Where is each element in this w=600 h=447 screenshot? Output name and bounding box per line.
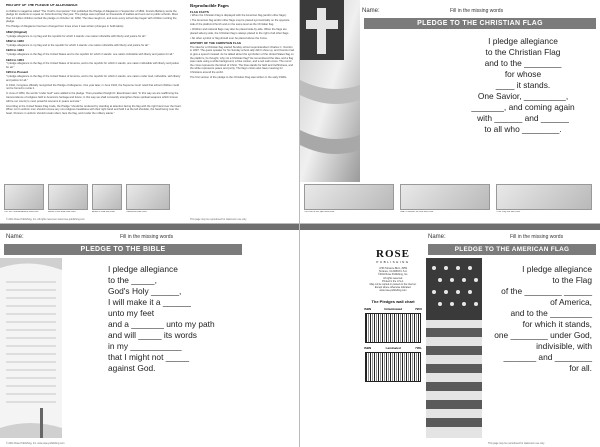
publisher-logo: ROSE bbox=[376, 248, 410, 260]
version-label: 1924 to 1954 bbox=[6, 57, 24, 62]
history-paragraph: In June of 1954, the words "under God" were added to the pledge. Then-president Dwight D. Eisenhower said, "In this way we are reaffirming the transcendence of religious faith in America's heritage and future; in this way we shall constantly strengthen those spiritual weapons which forever will be our country's most powerful resource in peace and war." bbox=[6, 92, 179, 103]
fill-instruction: Fill in the missing words bbox=[450, 8, 504, 14]
worksheet-title: PLEDGE TO THE CHRISTIAN FLAG bbox=[364, 18, 596, 29]
name-label: Name: bbox=[6, 234, 24, 240]
product-strip bbox=[4, 184, 296, 218]
pledge-line: and will _____ its words bbox=[108, 330, 197, 340]
pledge-note: The first version of the pledge to the Christian Flag was written in the early 1900s. bbox=[190, 76, 288, 80]
flag-facts-title: FLAG FACTS bbox=[190, 9, 209, 14]
product-thumbnail bbox=[48, 184, 88, 210]
address-line: Printed in the U.S.A. bbox=[382, 279, 404, 283]
pledge-line: of America, bbox=[550, 297, 592, 307]
product-caption: I Can Pray For wall chart bbox=[496, 211, 521, 213]
product-thumbnail bbox=[92, 184, 122, 210]
history-column bbox=[6, 4, 182, 182]
product-thumbnail bbox=[4, 184, 44, 210]
worksheet-title: PLEDGE TO THE AMERICAN FLAG bbox=[428, 244, 596, 255]
christian-flag-history-title: HISTORY OF THE CHRISTIAN FLAG bbox=[190, 41, 242, 46]
open-bible-icon bbox=[0, 258, 62, 438]
version-text: "I pledge allegiance to the flag of the United States of America, and to the republic for which it stands, one nation indivisible with liberty and justice for all." bbox=[6, 62, 180, 69]
isbn-row bbox=[362, 346, 424, 350]
history-intro: A children's magazine called "The Youth's Companion" first published the Pledge of Allegiance in September of 1892. Francis Bellamy wrote the pledge for students to repeat on Columbus Day that year. The pledge was reprinted on thousands of leaflets and sent out to public schools. More than 12 million children recited the pledge on October 12, 1892. The idea caught on, and soon every school day began with children reciting the pledge. bbox=[6, 9, 179, 24]
christian-flag-photo bbox=[300, 0, 360, 182]
product-caption: The Fruit of the Spirit wall chart bbox=[304, 211, 335, 213]
product-card bbox=[496, 184, 592, 213]
product-caption: The Ten Commandments wall chart bbox=[4, 211, 39, 213]
pledge-line: and a _______ unto my path bbox=[108, 319, 215, 329]
product-caption: Armor of God wall chart bbox=[92, 211, 115, 213]
american-footer: This page may be reproduced for classroom use only. bbox=[488, 442, 545, 445]
christian-flag-history-text: The idea for a Christian flag started Sunday school superintendent Charles C. Overton in 1897. The guest speaker for his Sunday school rally didn't show up, and Overton had to give a speech instead. As he talked about the symbolism of the United States flag on the platform, he thought, why not a Christian flag? He remembered the idea, and a flag was made using a white background, a blue canton, and a red Latin cross. The red of the cross represents the blood of Christ. The blue stands for faith and truthfulness, and the white represents peace and purity. The flag's colors also have meaning for Christians around the world. bbox=[190, 45, 294, 74]
version-label: 1892 (Original) bbox=[6, 30, 27, 35]
product-card bbox=[126, 184, 170, 213]
fill-instruction: Fill in the missing words bbox=[510, 234, 564, 240]
bible-photo bbox=[0, 258, 62, 438]
fact-item: • Children and national flags may also be placed side-by-side. When the flags are placed side-by-side, the Christian flag is always placed to the right of all other flags. bbox=[190, 27, 290, 35]
barcode bbox=[365, 313, 421, 343]
pledge-line: and to the _________ bbox=[510, 308, 592, 318]
version-text: "I pledge allegiance to my flag and to the republic for which it stands: one nation indivisible with liberty and justice for all." bbox=[6, 43, 150, 47]
page-divider bbox=[300, 224, 600, 230]
history-page bbox=[0, 0, 300, 224]
christian-flag-page bbox=[300, 0, 600, 224]
american-flag-icon bbox=[426, 258, 482, 438]
repro-footer: This page may be reproduced for classroom use only. bbox=[190, 218, 247, 221]
product-caption: Books of the Bible wall chart bbox=[48, 211, 76, 213]
page-divider bbox=[0, 224, 300, 230]
isbn-code: 795X bbox=[414, 306, 422, 311]
product-card bbox=[92, 184, 122, 213]
version-text: "I pledge allegiance to the flag of the United States and to the republic for which it stands: one nation indivisible with liberty and justice for all." bbox=[6, 53, 174, 57]
product-thumbnail bbox=[496, 184, 592, 210]
product-thumbnail bbox=[400, 184, 490, 210]
repro-title: Reproducible Pages bbox=[190, 4, 229, 8]
pledge-line: God's Holy ______, bbox=[108, 286, 182, 296]
isbn-type: Unlaminated bbox=[384, 306, 403, 311]
pledge-line: I pledge allegiance bbox=[522, 264, 592, 274]
pledge-line: against God. bbox=[108, 363, 156, 373]
version-text: "I pledge allegiance to the flag of the United States of America, and to the republic for which it stands, one nation under God, indivisible, with liberty and justice for all." bbox=[6, 75, 181, 82]
version-label: 1892 to 1923 bbox=[6, 39, 24, 44]
version-label: 1923 to 1924 bbox=[6, 48, 24, 53]
product-card bbox=[48, 184, 88, 213]
repro-column bbox=[190, 4, 294, 182]
address-line: Except where otherwise indicated. bbox=[374, 286, 412, 290]
barcode bbox=[365, 352, 421, 382]
product-caption: God's Promises for Kids wall chart bbox=[400, 211, 434, 213]
bible-footer: © 2011 Rose Publishing, Inc. www.rose-publishing.com bbox=[6, 442, 65, 445]
pledge-line: in my ___________ bbox=[108, 341, 182, 351]
worksheet-title: PLEDGE TO THE BIBLE bbox=[4, 244, 242, 255]
pledge-text bbox=[486, 264, 598, 374]
product-strip bbox=[304, 184, 596, 218]
pledge-line: indivisible, with bbox=[536, 341, 592, 351]
pledge-line: I will make it a ______ bbox=[108, 297, 191, 307]
product-thumbnail bbox=[126, 184, 170, 210]
pledge-line: for which it stands, bbox=[522, 319, 592, 329]
fact-item: • No other symbol or flag should ever be placed above the Cross. bbox=[190, 36, 268, 40]
pledge-line: with ______ and ______ bbox=[477, 113, 569, 123]
pledge-line: I pledge allegiance bbox=[488, 36, 558, 46]
history-paragraph: According to the United States Flag Code, the Pledge "should be rendered by standing at attention facing the flag with the right hand over the heart. When not in uniform men should remove any non-religious headdress with their right hand and hold it at the left shoulder, the hand being over the heart. Persons in uniform should remain silent, face the flag, and render the military salute." bbox=[6, 104, 182, 115]
pledge-line: for all. bbox=[569, 363, 592, 373]
address-line: All rights reserved. bbox=[383, 276, 403, 280]
version-label: 1954 to Present bbox=[6, 70, 29, 75]
product-card bbox=[304, 184, 394, 213]
product-caption: Tabernacle wall chart bbox=[126, 211, 147, 213]
pledge-line: _______ and ________ bbox=[503, 352, 592, 362]
product-card bbox=[4, 184, 44, 213]
product-thumbnail bbox=[304, 184, 394, 210]
name-label: Name: bbox=[428, 234, 446, 240]
pledge-line: one ________ under God, bbox=[494, 330, 592, 340]
isbn-row bbox=[362, 307, 424, 311]
pledge-line: I pledge allegiance bbox=[108, 264, 178, 274]
history-footer: © 2011 Rose Publishing, Inc. All rights reserved. www.rose-publishing.com bbox=[6, 218, 85, 221]
bible-page bbox=[0, 224, 300, 447]
history-title: HISTORY OF THE PLEDGE OF ALLEGIANCE bbox=[6, 4, 78, 7]
pledge-line: unto my feet bbox=[108, 308, 155, 318]
fill-instruction: Fill in the missing words bbox=[120, 234, 174, 240]
pledge-text bbox=[68, 264, 254, 374]
history-paragraph: In 1942, Congress officially recognized the Pledge of Allegiance. One year later, in June 1943, the Supreme Court ruled that school children could not be forced to recite it. bbox=[6, 83, 179, 91]
pledge-line: ____ it stands. bbox=[495, 80, 551, 90]
fact-item: • The American flag and/or other flags may be placed symmetrically on the opposite side of the platform/church and on the same level as the Christian flag. bbox=[190, 19, 290, 26]
pledge-line: _______, and coming again bbox=[471, 102, 575, 112]
american-flag-photo bbox=[426, 258, 482, 438]
pledge-line: that I might not _____ bbox=[108, 352, 190, 362]
pledge-line: to the _____, bbox=[108, 275, 157, 285]
address-line: May not be copied or posted on the internet. bbox=[369, 283, 417, 287]
pledge-line: One Savior, _________, bbox=[477, 91, 569, 101]
isbn-label: ISBN bbox=[364, 345, 372, 350]
pledge-line: for whose bbox=[504, 69, 542, 79]
publisher-info bbox=[362, 248, 424, 438]
pledge-line: to the Flag bbox=[552, 275, 592, 285]
american-flag-page bbox=[300, 224, 600, 447]
address-line: www.rose-publishing.com bbox=[379, 289, 407, 293]
address-line: ©2011 Rose Publishing, Inc. bbox=[377, 273, 409, 277]
publisher-logo-sub: PUBLISHING bbox=[376, 260, 410, 264]
pledge-line: and to the ________ bbox=[484, 58, 562, 68]
product-card bbox=[400, 184, 490, 213]
christian-flag-icon bbox=[300, 0, 360, 182]
fact-item: • When the Christian Flag is displayed with the American flag (and/or other flags): bbox=[190, 14, 287, 18]
pledge-line: to all who ________. bbox=[484, 124, 562, 134]
isbn-code: 795L bbox=[415, 345, 422, 350]
version-text: "I pledge allegiance to my flag and the republic for which it stands: one nation indivisible with liberty and justice for all." bbox=[6, 34, 147, 38]
history-changes: The Pledge of Allegiance has been changed four times since it was written (changes in bold italics): bbox=[6, 25, 125, 29]
pledge-line: to the Christian Flag bbox=[485, 47, 561, 57]
pledge-line: of the ________ ______ bbox=[501, 286, 592, 296]
isbn-label: ISBN bbox=[364, 306, 372, 311]
address-line: 4733 Torrance Blvd., #259 bbox=[379, 267, 407, 270]
name-label: Name: bbox=[362, 8, 380, 14]
isbn-type: Laminated bbox=[385, 345, 401, 350]
pledge-text bbox=[450, 36, 596, 135]
address-line: Torrance, CA 90503 U.S.A. bbox=[378, 270, 408, 274]
wall-chart-title: The Pledges wall chart bbox=[371, 298, 415, 304]
